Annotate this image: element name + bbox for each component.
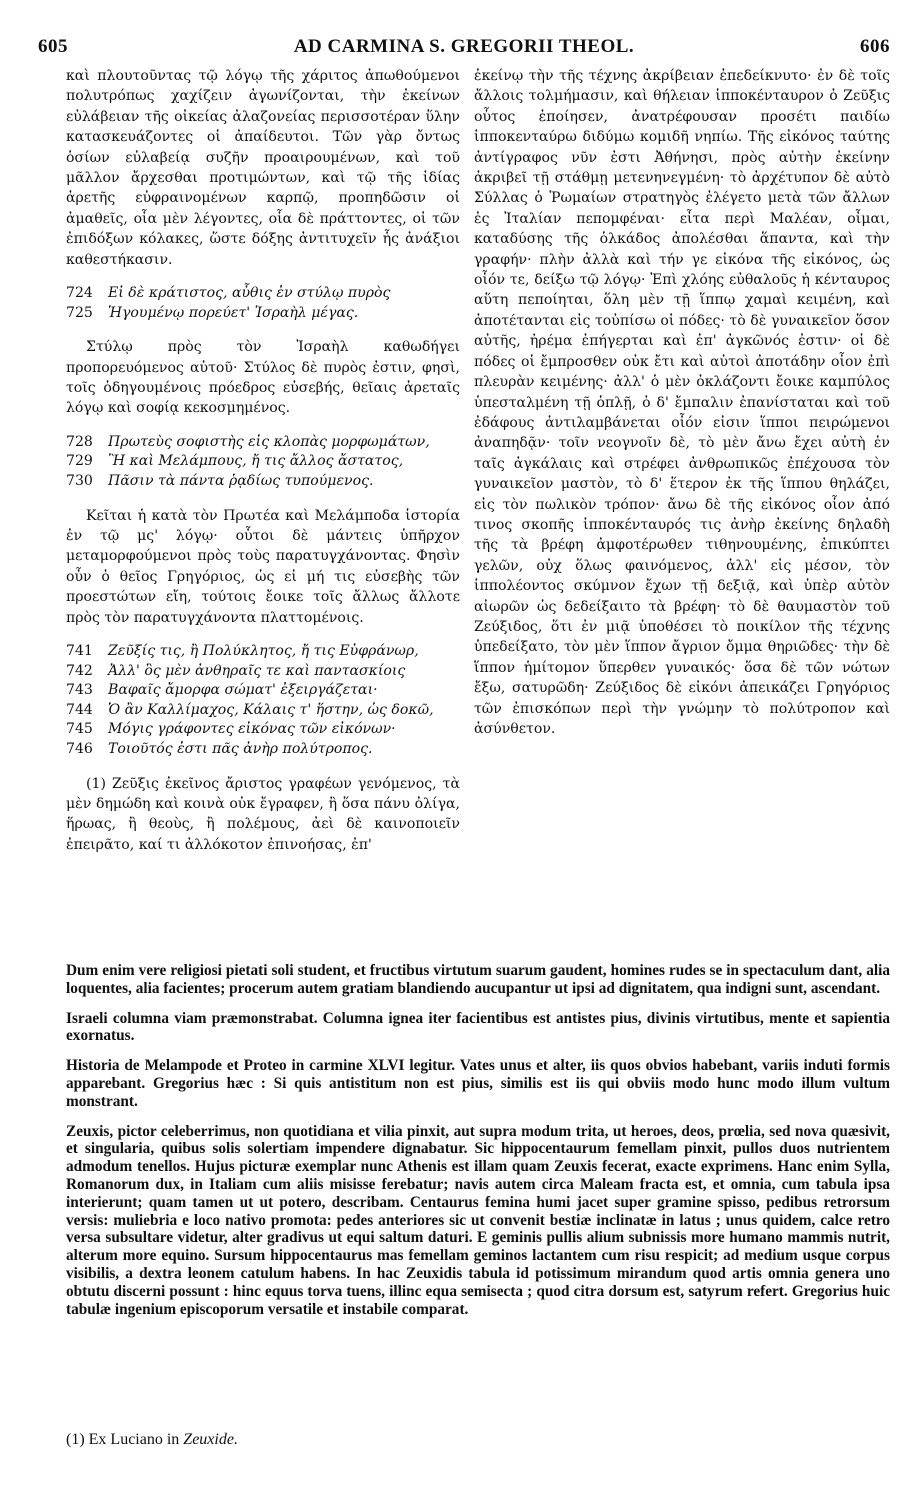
running-title: AD CARMINA S. GREGORII THEOL. [293,36,635,57]
verse-number: 742 [66,662,93,679]
verse-number: 746 [66,741,93,758]
right-paragraph-1: ἐκείνῳ τὴν τῆς τέχνης ἀκρίβειαν ἐπεδείκνυτο· ἐν δὲ τοῖς ἄλλοις τολμήμασιν, καὶ θήλειαν ἱπποκένταυρον ὁ Ζεῦξις οὗτος ἐποίησεν, ἀνατρέφουσαν προσέτι παιδίω ἱπποκενταύρω διδύμω κομιδῆ νηπίω. Τῆς εἰκόνος ταύτης ἀντίγραφος νῦν ἐστι Ἀθήνησι, πρὸς αὐτὴν ἐκείνην ἀκριβεῖ τῇ στάθμῃ μετενηνεγμένη· τὸ ἀρχέτυπον δὲ αὐτὸ Σύλλας ὁ Ῥωμαίων στρατηγὸς ἐλέγετο μετὰ τῶν ἄλλων ἐς Ἰταλίαν πεπομφέναι· εἶτα περὶ Μαλέαν, οἶμαι, καταδύσης τῆς ὁλκάδος ἀπολέσθαι ἅπαντα, καὶ τὴν γραφήν· πλὴν ἀλλὰ καὶ τήν γε εἰκόνα τῆς εἰκόνος, ὡς οἷόν τε, δείξω τῷ λόγῳ· Ἐπὶ χλόης εὐθαλοῦς ἡ κένταυρος αὕτη πεποίηται, ὅλη μὲν τῇ ἵππῳ χαμαὶ κειμένη, καὶ ἀποτέτανται εἰς τοὐπίσω οἱ πόδες· τὸ δὲ γυναικεῖον ὅσον αὐτῆς, ἠρέμα ἐπήγερται καὶ ἐπ' ἀγκῶνός ἐστιν· οἱ δὲ πόδες οἱ ἔμπροσθεν οὐκ ἔτι καὶ αὐτοὶ ἀποτάδην οἷον ἐπὶ πλευρὰν κειμένης· ἀλλ' ὁ μὲν ὀκλάζοντι ἔοικε καμπύλος ὑπεσταλμένη τῇ ὁπλῇ, ὁ δ' ἔμπαλιν ἐπανίσταται καὶ τοῦ ἐδάφους ἀντιλαμβάνεται οἷόν εἰσιν ἵπποι πειρώμενοι ἀναπηδᾷν· τοῖν νεογνοῖν δὲ, τὸ μὲν ἄνω ἔχει αὐτὴ ἐν ταῖς ἀγκάλαις καὶ στρέφει ἀνθρωπικῶς ἐπέχουσα τὸν γυναικεῖον μαστὸν, τὸ δ' ἕτερον ἐκ τῆς ἵππου θηλάζει, εἰς τὸν πωλικὸν τρόπον· ἄνω δὲ τῆς εἰκόνος οἷον ἀπό τινος σκοπῆς ἱπποκένταυρός τις ἀνὴρ ἐκείνης δηλαδὴ τῆς τὰ βρέφη ἀμφοτέρωθεν τιθηνουμένης, ἐπικύπτει γελῶν, οὐχ ὅλως φαινόμενος, ἀλλ' εἰς μέσον, τὸν ἱππολέοντος σκύμνον ἔχων τῇ δεξιᾷ, καὶ ὑπὲρ αὐτὸν αἰωρῶν ὡς δεδείξαιτο τὰ βρέφη· τὸ δὲ θαυμαστὸν τοῦ Ζεύξιδος, ὅτι ἐν μιᾷ ὑποθέσει τὸ ποικίλον τῆς τέχνης ὑπεδείξατο, τὸν μὲν ἵππον ἄγριον ὄμμα θηριῶδες· τὴν δὲ ἵππον ἡμίτομον ὕπερθεν γυναικός· ὅσα δὲ τῶν νώτων ἔξω, σατυρῶδη· Ζεύξιδος δὲ εἰκόνι ἀπεικάζει Γρηγόριος τῶν ἐπισκόπων περὶ τὴν γνώμην τὸ πολύτροπον καὶ ἀσύνθετον. [474,68,890,737]
greek-column-left [66,66,460,855]
verse-number: 745 [66,721,93,738]
verse-number: 724 [66,285,93,302]
verse-text: Μόγις γράφοντες εἰκόνας τῶν εἰκόνων· [108,721,396,738]
latin-paragraph-2: Israeli columna viam præmonstrabat. Columna ignea iter facientibus est antistes pius, divinis virtutibus, mente et sapientia exornatus. [66,1009,890,1045]
verse-line [66,662,460,682]
latin-paragraph-1: Dum enim vere religiosi pietati soli student, et fructibus virtutum suarum gaudent, homines rudes se in spectaculum dant, alia loquentes, alia facientes; procerum autem gratiam blandiendo aucupantur ut ipsi ad dignitatem, qua indigni sunt, ascendant. [66,962,890,997]
verse-number: 744 [66,701,93,718]
footnote-text: (1) Ex Luciano in [66,1431,184,1448]
latin-paragraph-3: Historia de Melampode et Proteo in carmine XLVI legitur. Vates unus et alter, iis quos obvios habebant, variis induti formis apparebant. Gregorius hæc : Si quis antistitum non est pius, similis est iis qui obviis modo hunc modo illum vultum monstrant. [66,1057,890,1110]
verse-text: Βαφαῖς ἄμορφα σώματ' ἐξειργάζεται· [108,682,378,699]
footnote-work: Zeuxide. [183,1431,238,1448]
verse-line [66,681,460,701]
right-page-number: 606 [860,36,890,57]
verse-text: Πᾶσιν τὰ πάντα ῥᾳδίως τυπούμενος. [108,473,374,490]
latin-paragraph-4: Zeuxis, pictor celeberrimus, non quotidiana et vilia pinxit, aut supra modum trita, ut heroes, deos, prœlia, sed nova quæsivit, et singularia, quibus solis solertiam impendere dignabatur. Sic hippocentaurum femellam pinxit, pullos duos nutrientem admodum tenellos. Hujus picturæ exemplar nunc Athenis est illam quam Zeuxis fecerat, exacte exprimens. Hanc enim Sylla, Romanorum dux, in Italiam cum aliis misisse ferebatur; navis autem circa Maleam fracta est, et omnia, cum tabula ipsa interierunt; quam tamen ut ut potero, describam. Centaurus femina humi jacet super gramine spisso, pedibus retrorsum versis: muliebria e loco nativo promota: pedes anteriores sic ut convenit bestiæ inclinatæ in latus ; unus quidem, calce retro versa subsultare videtur, alter gradivus ut equi saltum daturi. E geminis pullis alium subnissis more humano mammis nutrit, alterum more equino. Sursum hippocentaurus mas femellam geminos lactantem cum risu respicit; ad medium usque corpus visibilis, a dextra leonem catulum habens. In hac Zeuxidis tabula id potissimum mirandum quod artis omnia genera uno obtutu discerni possunt : hinc equus torva tuens, illinc equa semisecta ; quod citra dorsum est, satyrum refert. Gregorius huic tabulæ ingenium episcoporum versatile et instabile comparat. [66,1122,890,1318]
verse-line [66,701,460,721]
verse-line [66,472,460,492]
left-paragraph-3: Κεῖται ἡ κατὰ τὸν Πρωτέα καὶ Μελάμποδα ἱστορία ἐν τῷ μς' λόγῳ· οὗτοι δὲ μάντεις ὑπῆρχον μεταμορφούμενοι πρὸς τοὺς παρατυγχάνοντας. Φησὶν οὖν ὁ θεῖος Γρηγόριος, ὡς εἰ μή τις εὐσεβὴς τῶν προεστώτων εἴη, τούτοις ἔοικε τοῖς ἄλλως ἄλλοτε πρὸς τὸν παρατυγχάνοντα πλαττομένοις. [66,507,460,626]
latin-translation [66,962,890,1330]
verse-number: 725 [66,304,93,321]
verse-line [66,740,460,760]
verse-text: Ὁ ἂν Καλλίμαχος, Κάλαις τ' ἥστην, ὡς δοκῶ, [108,701,434,718]
verse-number: 743 [66,682,93,699]
verses-724-725 [66,284,460,323]
verse-text: Πρωτεὺς σοφιστὴς εἰς κλοπὰς μορφωμάτων, [108,433,430,450]
left-paragraph-1: καὶ πλουτοῦντας τῷ λόγῳ τῆς χάριτος ἀπωθούμενοι πολυτρόπως χαχίζειν ἀγωνίζονται, τὴν ἐκείνων εὐλάβειαν τῆς οἰκείας ἀλαζονείας περισσοτέραν ὕλην κατασκευάζοντες οἱ ἀπαίδευτοι. Τῶν γὰρ ὄντως ὁσίων εὐλαβείᾳ συζῆν προαιρουμένων, καὶ τοῦ μᾶλλον ἄρχεσθαι προτιμώντων, καὶ τῷ τῆς ἰδίας ἀρετῆς εὐφραινομένων καρπῷ, προπηδῶσιν οἱ ἀμαθεῖς, οἷα μὲν λέγοντες, οἷα δὲ πράττοντες, οἱ τῶν ἐπιδόξων κόλακες, ὥστε δόξης ἀντιτυχεῖν ἧς ἀνάξιοι καθεστήκασιν. [66,68,460,268]
footnote [66,1431,238,1449]
page-header [38,36,890,62]
left-paragraph-4: (1) Ζεῦξις ἐκεῖνος ἄριστος γραφέων γενόμενος, τὰ μὲν δημώδη καὶ κοινὰ οὐκ ἔγραφεν, ἢ ὅσα πάνυ ὀλίγα, ἥρωας, ἢ θεοὺς, ἢ πολέμους, ἀεὶ δὲ καινοποιεῖν ἐπειρᾶτο, καί τι ἀλλόκοτον ἐπινοήσας, ἐπ' [66,775,460,853]
greek-column-right [474,66,890,739]
verse-line [66,720,460,740]
verse-number: 728 [66,433,93,450]
verses-741-746 [66,642,460,760]
verse-number: 741 [66,643,93,660]
verse-line [66,284,460,304]
verse-number: 730 [66,473,93,490]
verse-text: Ζεῦξίς τις, ἢ Πολύκλητος, ἤ τις Εὐφράνωρ, [108,643,419,660]
verse-line [66,452,460,472]
verse-text: Τοιοῦτός ἐστι πᾶς ἀνὴρ πολύτροπος. [108,741,373,758]
verses-728-730 [66,433,460,492]
verse-number: 729 [66,453,93,470]
verse-text: Ἀλλ' ὃς μὲν ἀνθηραῖς τε καὶ παντασκίοις [108,662,406,679]
verse-text: Εἰ δὲ κράτιστος, αὖθις ἐν στύλῳ πυρὸς [108,285,391,302]
verse-line [66,642,460,662]
verse-line [66,304,460,324]
verse-text: Ἡγουμένῳ πορεύετ' Ἰσραὴλ μέγας. [108,304,359,321]
verse-line [66,433,460,453]
verse-text: Ἢ καὶ Μελάμπους, ἤ τις ἄλλος ἄστατος, [108,453,404,470]
left-page-number: 605 [38,36,68,57]
left-paragraph-2: Στύλῳ πρὸς τὸν Ἰσραὴλ καθωδήγει προπορευόμενος αὐτοῦ· Στύλος δὲ πυρὸς ἐστιν, φησὶ, τοῖς ὁδηγουμένοις πρόεδρος εὐσεβής, θεῖαις ἀρεταῖς λόγῳ καὶ σοφίᾳ κεκοσμημένος. [66,339,460,417]
